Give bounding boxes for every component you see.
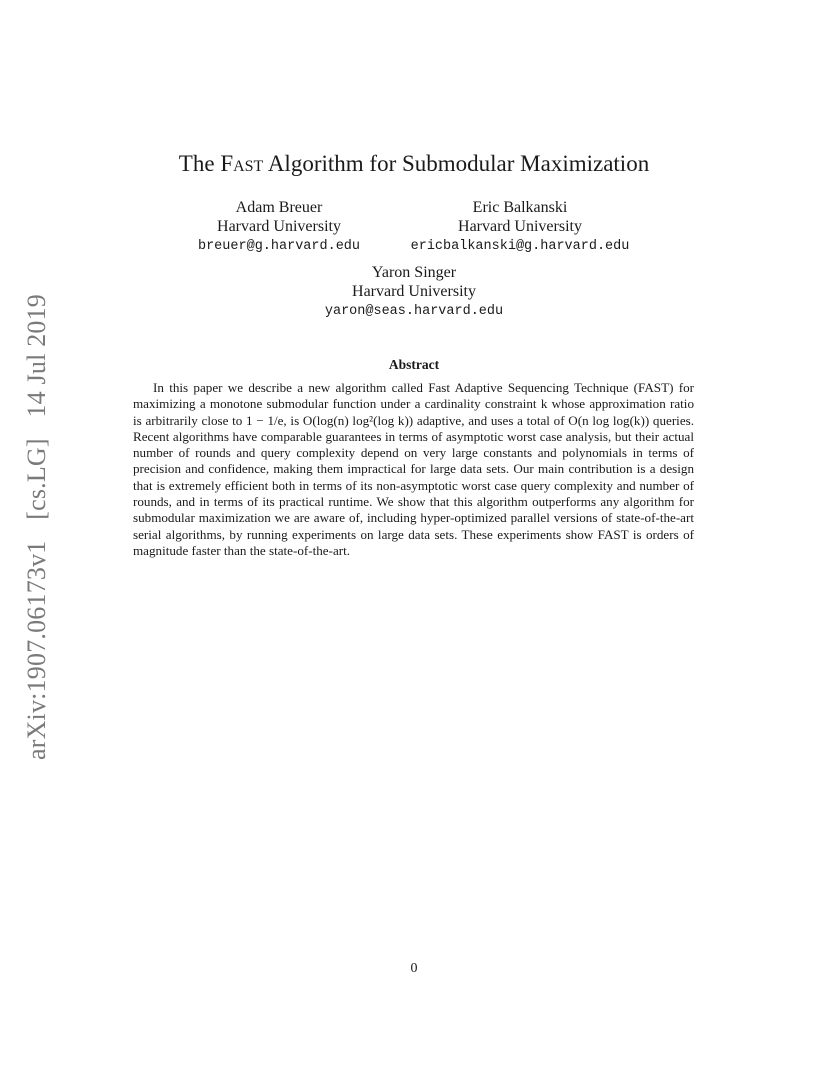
paper-title (0, 150, 828, 178)
author-block (314, 263, 514, 321)
author-email: breuer@g.harvard.edu (197, 239, 361, 254)
arxiv-id: arXiv:1907.06173v1 (22, 540, 51, 761)
author-name: Eric Balkanski (472, 199, 568, 216)
author-email: ericbalkanski@g.harvard.edu (410, 239, 630, 254)
author-name: Yaron Singer (371, 264, 457, 281)
author-affiliation: Harvard University (217, 218, 341, 235)
arxiv-date: 14 Jul 2019 (22, 293, 51, 418)
title-prefix: The (178, 151, 221, 176)
author-email: yaron@seas.harvard.edu (324, 304, 504, 319)
abstract-body: In this paper we describe a new algorithm called Fast Adaptive Sequencing Technique (FAST) for maximizing a monotone submodular function under a cardinality constraint k whose approximation ratio is arbitrarily close to 1 − 1/e, is O(log(n) log²(log k)) adaptive, and uses a total of O(n log log(k)) queries. Recent algorithms have comparable guarantees in terms of asymptotic worst case analysis, but their actual number of rounds and query complexity depend on very large constants and polynomials in terms of precision and confidence, making them impractical for large data sets. Our main contribution is a design that is extremely efficient both in terms of its non-asymptotic worst case query complexity and number of rounds, and in terms of its practical runtime. We show that this algorithm outperforms any algorithm for submodular maximization we are aware of, including hyper-optimized parallel versions of state-of-the-art serial algorithms, by running experiments on large data sets. These experiments show FAST is orders of magnitude faster than the state-of-the-art. (133, 380, 694, 558)
page-number: 0 (410, 961, 418, 976)
author-affiliation: Harvard University (458, 218, 582, 235)
abstract-heading: Abstract (388, 357, 440, 372)
author-block (405, 198, 635, 256)
title-algorithm-name: Fast (220, 151, 264, 176)
title-suffix: Algorithm for Submodular Maximization (263, 151, 650, 176)
arxiv-category: [cs.LG] (22, 438, 51, 520)
author-name: Adam Breuer (235, 199, 323, 216)
author-block (192, 198, 366, 256)
author-affiliation: Harvard University (352, 283, 476, 300)
